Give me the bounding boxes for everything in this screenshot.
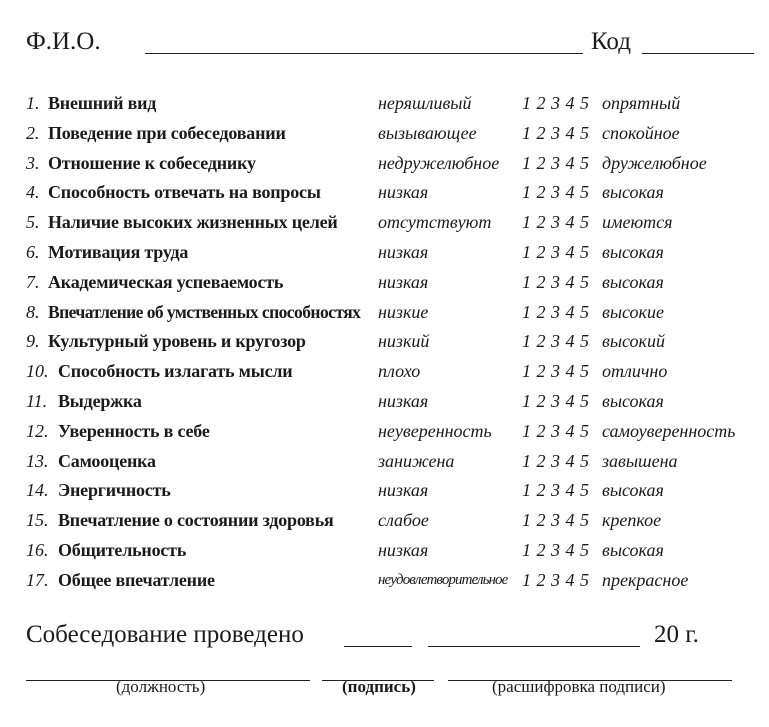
criterion-name: Способность отвечать на вопросы <box>48 182 321 203</box>
rating-scale[interactable]: 1 2 3 4 5 <box>522 331 589 352</box>
assessment-row <box>26 268 756 298</box>
assessment-row <box>26 536 756 566</box>
low-anchor: отсутствуют <box>378 212 492 233</box>
row-number: 14. <box>26 480 49 501</box>
high-anchor: имеются <box>602 212 673 233</box>
assessment-row <box>26 447 756 477</box>
rating-scale[interactable]: 1 2 3 4 5 <box>522 271 589 292</box>
high-anchor: высокий <box>602 331 665 352</box>
criterion-name: Мотивация труда <box>48 241 189 262</box>
low-anchor: неудовлетворительное <box>378 571 508 588</box>
row-number: 17. <box>26 569 49 590</box>
assessment-row <box>26 327 756 357</box>
code-field[interactable] <box>642 26 754 54</box>
criterion-name: Внешний вид <box>48 93 157 113</box>
criterion-name: Поведение при собеседовании <box>48 122 286 143</box>
row-number: 7. <box>26 271 40 292</box>
low-anchor: низкая <box>378 480 429 501</box>
criterion-name: Энергичность <box>58 480 171 501</box>
assessment-row <box>26 357 756 387</box>
row-number: 4. <box>26 182 40 203</box>
criterion-name: Выдержка <box>58 390 142 411</box>
low-anchor: низкая <box>378 271 429 292</box>
row-number: 8. <box>26 301 40 322</box>
high-anchor: высокая <box>602 182 664 203</box>
interview-month-field[interactable] <box>428 620 640 647</box>
criterion-name: Впечатление о состоянии здоровья <box>58 510 334 531</box>
rating-scale[interactable]: 1 2 3 4 5 <box>522 480 589 501</box>
rating-scale[interactable]: 1 2 3 4 5 <box>522 569 589 590</box>
code-label: Код <box>591 28 631 55</box>
high-anchor: высокая <box>602 480 664 501</box>
rating-scale[interactable]: 1 2 3 4 5 <box>522 420 589 441</box>
rating-scale[interactable]: 1 2 3 4 5 <box>522 361 589 382</box>
low-anchor: вызывающее <box>378 122 477 143</box>
high-anchor: самоуверенность <box>602 420 736 441</box>
low-anchor: слабое <box>378 510 429 531</box>
low-anchor: плохо <box>378 361 421 382</box>
rating-scale[interactable]: 1 2 3 4 5 <box>522 241 589 262</box>
assessment-row <box>26 149 756 179</box>
assessment-row <box>26 298 756 328</box>
assessment-row <box>26 566 756 596</box>
position-caption: (должность) <box>116 677 206 696</box>
criterion-name: Культурный уровень и кругозор <box>48 331 306 352</box>
criterion-name: Общительность <box>58 539 187 560</box>
criterion-name: Наличие высоких жизненных целей <box>48 212 338 233</box>
rating-scale[interactable]: 1 2 3 4 5 <box>522 539 589 560</box>
assessment-row <box>26 506 756 536</box>
assessment-list <box>26 89 756 596</box>
form-header <box>26 26 734 60</box>
low-anchor: низкий <box>378 331 430 352</box>
assessment-row <box>26 208 756 238</box>
row-number: 15. <box>26 510 49 531</box>
rating-scale[interactable]: 1 2 3 4 5 <box>522 390 589 411</box>
row-number: 6. <box>26 241 40 262</box>
high-anchor: высокие <box>602 301 664 322</box>
high-anchor: высокая <box>602 271 664 292</box>
assessment-row <box>26 89 756 119</box>
assessment-row <box>26 119 756 149</box>
assessment-row <box>26 178 756 208</box>
signature-caption: (подпись) <box>342 677 416 696</box>
criterion-name: Академическая успеваемость <box>48 271 284 292</box>
row-number: 5. <box>26 212 40 233</box>
rating-scale[interactable]: 1 2 3 4 5 <box>522 450 589 471</box>
high-anchor: высокая <box>602 539 664 560</box>
fio-label: Ф.И.О. <box>26 28 101 55</box>
criterion-name: Уверенность в себе <box>58 420 210 441</box>
low-anchor: неуверенность <box>378 420 492 441</box>
high-anchor: дружелюбное <box>602 152 707 173</box>
row-number: 9. <box>26 331 40 352</box>
rating-scale[interactable]: 1 2 3 4 5 <box>522 301 589 322</box>
fio-field[interactable] <box>145 26 583 54</box>
low-anchor: неряшливый <box>378 93 472 113</box>
criterion-name: Самооценка <box>58 450 156 471</box>
low-anchor: занижена <box>378 450 455 471</box>
high-anchor: высокая <box>602 241 664 262</box>
rating-scale[interactable]: 1 2 3 4 5 <box>522 93 589 113</box>
criterion-name: Впечатление об умственных способностях <box>48 301 361 322</box>
interview-day-field[interactable] <box>344 620 412 647</box>
high-anchor: опрятный <box>602 93 681 113</box>
assessment-row <box>26 476 756 506</box>
rating-scale[interactable]: 1 2 3 4 5 <box>522 122 589 143</box>
rating-scale[interactable]: 1 2 3 4 5 <box>522 510 589 531</box>
row-number: 2. <box>26 122 40 143</box>
low-anchor: низкие <box>378 301 429 322</box>
row-number: 12. <box>26 420 49 441</box>
low-anchor: низкая <box>378 390 429 411</box>
high-anchor: крепкое <box>602 510 662 531</box>
criterion-name: Отношение к собеседнику <box>48 152 256 173</box>
high-anchor: отлично <box>602 361 668 382</box>
conducted-label: Собеседование проведено <box>26 621 304 648</box>
high-anchor: прекрасное <box>602 569 689 590</box>
row-number: 13. <box>26 450 49 471</box>
rating-scale[interactable]: 1 2 3 4 5 <box>522 182 589 203</box>
row-number: 16. <box>26 539 49 560</box>
rating-scale[interactable]: 1 2 3 4 5 <box>522 152 589 173</box>
criterion-name: Способность излагать мысли <box>58 361 293 382</box>
high-anchor: высокая <box>602 390 664 411</box>
row-number: 1. <box>26 93 40 113</box>
criterion-name: Общее впечатление <box>58 569 215 590</box>
year-label: 20 г. <box>654 621 699 648</box>
assessment-row <box>26 238 756 268</box>
low-anchor: низкая <box>378 539 429 560</box>
high-anchor: спокойное <box>602 122 680 143</box>
high-anchor: завышена <box>602 450 678 471</box>
low-anchor: низкая <box>378 241 429 262</box>
assessment-row <box>26 417 756 447</box>
row-number: 3. <box>26 152 40 173</box>
row-number: 10. <box>26 361 49 382</box>
decoding-caption: (расшифровка подписи) <box>492 677 666 696</box>
row-number: 11. <box>26 390 48 411</box>
assessment-row <box>26 387 756 417</box>
low-anchor: низкая <box>378 182 429 203</box>
rating-scale[interactable]: 1 2 3 4 5 <box>522 212 589 233</box>
low-anchor: недружелюбное <box>378 152 500 173</box>
